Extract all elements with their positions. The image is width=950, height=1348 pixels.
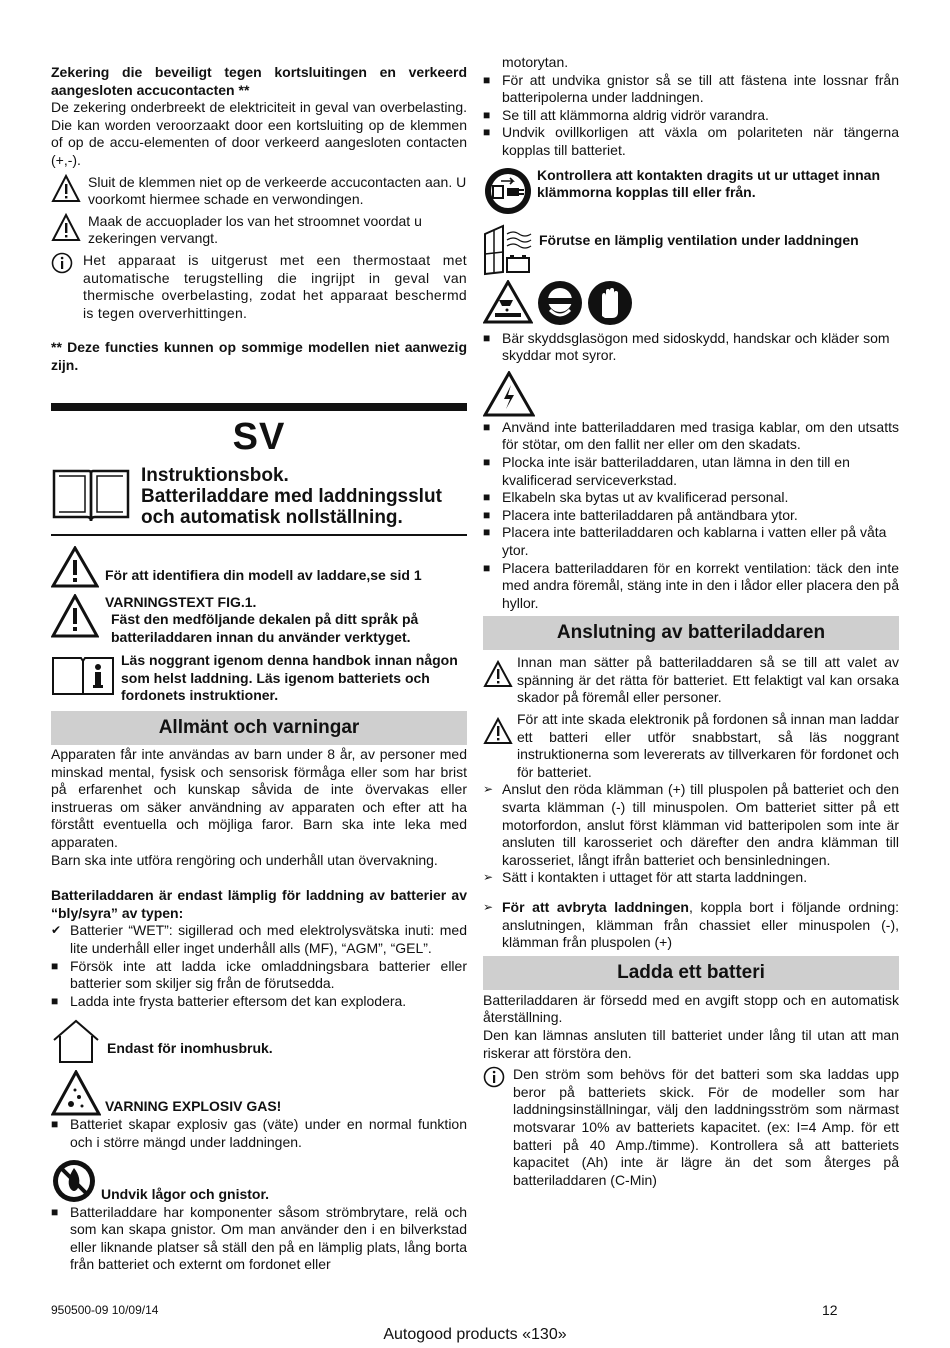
electric-item: ■ Placera inte batteriladdaren och kablarna i vatten eller på våta ytor. xyxy=(483,524,887,558)
indoor-text: Endast för inomhusbruk. xyxy=(107,1040,273,1057)
warning-label-title: VARNINGSTEXT FIG.1. xyxy=(105,593,257,610)
title-underline xyxy=(51,534,467,536)
ventilation-icon xyxy=(483,224,535,276)
battery-type-item: ✔ Batterier “WET”: sigillerad och med elektrolysvätska inuti: med lite underhåll eller inget underhåll alls (MF), “AGM”, “GEL”. xyxy=(51,922,467,956)
warning-label-row xyxy=(51,594,467,647)
warning-label-text: Fäst den medföljande dekalen på ditt språk på batteriladdaren innan du använder verktyget. xyxy=(111,611,419,645)
continued-text: motorytan. xyxy=(502,54,569,70)
warning-row-2 xyxy=(51,213,467,248)
identify-text: För att identifiera din modell av laddare,se sid 1 xyxy=(105,566,422,583)
models-note: ** Deze functies kunnen op sommige modellen niet aanwezig zijn. xyxy=(51,339,467,373)
bullet-icon: ■ xyxy=(483,560,491,575)
general-paragraph-1: Apparaten får inte användas av barn under 8 år, av personer med minskad mental, fysisk och sensorisk förmåga eller som har brist på erfarenhet och kunskap såvida de inte övervakas eller instrueras om säker användning av apparaten och efter att ha förstått eventuella och möjliga faror. Barn ska inte leka med apparaten. xyxy=(51,746,467,851)
electric-item: ■ Elkabeln ska bytas ut av kvalificerad personal. xyxy=(483,489,789,506)
info-icon xyxy=(483,1066,505,1088)
warning-icon xyxy=(483,654,513,688)
warning-icon xyxy=(51,546,99,588)
bullet-icon: ■ xyxy=(483,507,491,522)
spark-item: ■ Se till att klämmorna aldrig vidrör varandra. xyxy=(483,106,769,123)
charge-info-row xyxy=(483,1066,899,1189)
manual-title-3: och automatisk nollställning. xyxy=(141,506,403,528)
bullet-icon: ■ xyxy=(51,1117,59,1132)
battery-type-item: ■ Ladda inte frysta batterier eftersom det kan explodera. xyxy=(51,992,407,1009)
warning-row-1 xyxy=(51,174,467,209)
electric-item: ■ Placera batteriladdaren för en korrekt ventilation: täck den inte med andra föremål, stäng inte in den i lådor eller placera den på hyllor. xyxy=(483,559,899,611)
indoor-row xyxy=(51,1018,467,1064)
bullet-icon: ■ xyxy=(483,490,491,505)
explosive-row xyxy=(51,1070,467,1116)
connect-warning-row-1 xyxy=(483,654,899,707)
connect-step: ➢ Anslut den röda klämman (+) till pluspolen på batteriet och den svarta klämman (-) till minuspolen. Om batteriet sitter på ett motorfordon, anslut först klämman vid batteripolen som inte är ansluten till karosseriet och därefter den andra klämman till karosseriet, långt ifrån batteriet och bensinledningen. xyxy=(483,781,899,868)
gloves-icon xyxy=(587,280,633,326)
flames-item: ■ Batteriladdare har komponenter såsom strömbrytare, relä och som kan skapa gnistor. Om man använder den i en bilverkstad eller liknande platser så ställ den på en lämplig plats, lång borta från batteriet och externt om fordonet eller xyxy=(51,1203,467,1273)
read-manual-icon xyxy=(51,652,115,696)
protection-icons xyxy=(483,280,899,326)
page-number: 12 xyxy=(822,1302,838,1318)
spark-item: ■ För att undvika gnistor så se till att fästena inte lossnar från batteripolerna under laddningen. xyxy=(483,71,899,106)
section-connect-header: Anslutning av batteriladdaren xyxy=(483,616,899,650)
book-icon xyxy=(51,463,131,523)
bullet-icon: ■ xyxy=(483,419,491,434)
arrow-bullet-icon: ➢ xyxy=(483,870,494,885)
warning-text-1: Sluit de klemmen niet op de verkeerde accucontacten aan. U voorkomt hiermee schade en verwondingen. xyxy=(88,173,467,208)
bullet-icon: ■ xyxy=(483,107,491,122)
read-manual-text: Läs noggrant igenom denna handbok innan någon som helst laddning. Läs igenom batteriets och fordonets instruktioner. xyxy=(121,652,458,704)
flames-row xyxy=(51,1158,467,1204)
protect-item: ■ Bär skyddsglasögon med sidoskydd, handskar och kläder som skyddar mot syror. xyxy=(483,329,890,364)
bullet-icon: ■ xyxy=(51,1204,59,1219)
connect-step: ➢ Sätt i kontakten i uttaget för att starta laddningen. xyxy=(483,869,808,886)
ventilation-row xyxy=(483,224,899,276)
fuse-paragraph: De zekering onderbreekt de elektriciteit in geval van overbelasting. Die kan worden veroorzaakt door een kortsluiting op de klemmen of op de accu-elementen of door verkeerd aangesloten contacten (+,-). xyxy=(51,99,467,168)
bullet-icon: ■ xyxy=(483,330,491,345)
warning-text-2: Maak de accuoplader los van het stroomnet voordat u zekeringen vervangt. xyxy=(88,212,422,247)
bullet-icon: ■ xyxy=(483,125,491,140)
stop-bold: För att avbryta laddningen xyxy=(502,899,689,915)
battery-type-item: ■ Försök inte att ladda icke omladdningsbara batterier eller batterier som skiljer sig från de förutsedda. xyxy=(51,957,467,992)
arrow-bullet-icon: ➢ xyxy=(483,900,494,914)
manual-title-2: Batteriladdare med laddningsslut xyxy=(141,485,442,507)
section-general-header: Allmänt och varningar xyxy=(51,711,467,745)
ventilation-text: Förutse en lämplig ventilation under laddningen xyxy=(539,231,859,248)
info-icon xyxy=(51,252,73,274)
flames-title: Undvik lågor och gnistor. xyxy=(101,1185,270,1202)
electric-item: ■ Använd inte batteriladdaren med trasiga kablar, om den utsatts för stötar, om den fallit ner eller om den skadats. xyxy=(483,418,899,453)
no-flames-icon xyxy=(51,1158,97,1204)
electric-item: ■ Placera inte batteriladdaren på antändbara ytor. xyxy=(483,506,798,523)
warning-icon xyxy=(51,174,81,204)
manual-title-block xyxy=(51,463,467,528)
right-column xyxy=(483,52,899,1189)
section-divider xyxy=(51,403,467,411)
explosive-title: VARNING EXPLOSIV GAS! xyxy=(105,1098,282,1115)
warning-icon xyxy=(51,594,99,638)
manual-title-1: Instruktionsbok. xyxy=(141,464,289,486)
warning-icon xyxy=(51,213,81,243)
spark-item: ■ Undvik ovillkorligen att växla om polariteten när tängerna kopplas till batteriet. xyxy=(483,124,899,158)
arrow-bullet-icon: ➢ xyxy=(483,782,494,797)
electric-warning-icon xyxy=(483,371,899,417)
suitable-heading: Batteriladdaren är endast lämplig för laddning av batterier av “bly/syra” av typen: xyxy=(51,887,467,921)
connect-warning-row-2 xyxy=(483,711,899,781)
bullet-icon: ■ xyxy=(51,993,59,1008)
explosive-item: ■ Batteriet skapar explosiv gas (väte) under en normal funktion och i större mängd under laddningen. xyxy=(51,1116,467,1150)
house-icon xyxy=(51,1018,101,1064)
bullet-icon: ■ xyxy=(483,454,491,469)
general-paragraph-2: Barn ska inte utföra rengöring och underhåll utan övervakning. xyxy=(51,851,438,868)
electric-item: ■ Plocka inte isär batteriladdaren, utan lämna in den till en kvalificerad serviceverkstad. xyxy=(483,453,850,488)
section-charge-header: Ladda ett batteri xyxy=(483,956,899,990)
stop-step xyxy=(483,899,899,952)
identify-row xyxy=(51,546,467,588)
language-code: SV xyxy=(232,415,286,458)
document-code: 950500-09 10/09/14 xyxy=(51,1303,159,1317)
bullet-icon: ■ xyxy=(483,72,491,87)
connect-warning-text-2: För att inte skada elektronik på fordonen så innan man laddar ett batteri eller utför snabbstart, så läs noggrant instruktionerna som levererats av tillverkaren för fordonet och för batteriet. xyxy=(517,711,899,780)
charge-info-text: Den ström som behövs för det batteri som ska laddas upp beror på batteriets skick. För de modeller som har laddningsinställningar, välj den laddningsström som närmast motsvarar 10% av batteriets kapacitet. (ex: I=4 Amp. för ett batteri på 40 Amp./timme). Kontrollera så att batteriets kapacitet (Ah) inte är lägre än det som återges på batteriladdaren (C-Min) xyxy=(513,1066,899,1188)
info-text: Het apparaat is uitgerust met een thermostaat met automatische terugstelling die ingrijpt in geval van thermische overbelasting, zodat het apparaat beschermd is tegen oververhittingen. xyxy=(83,251,467,321)
unplug-text: Kontrollera att kontakten dragits ut ur uttaget innan klämmorna kopplas till eller från. xyxy=(537,166,881,201)
left-column xyxy=(51,52,467,1274)
info-row xyxy=(51,252,467,322)
unplug-icon xyxy=(483,166,533,216)
stop-rest: , koppla bort i följande ordning: anslutningen, klämman från chassiet eller minuspolen (-), klämman från pluspolen (+) xyxy=(502,899,899,951)
brand-footer: Autogood products «130» xyxy=(383,1326,567,1343)
safety-glasses-icon xyxy=(537,280,583,326)
bullet-icon: ■ xyxy=(483,525,491,540)
warning-icon xyxy=(483,711,513,745)
read-manual-row xyxy=(51,652,467,705)
explosive-gas-icon xyxy=(51,1070,101,1116)
charge-paragraph-2: Den kan lämnas ansluten till batteriet under lång til utan att man riskerar att förstöra den. xyxy=(483,1026,899,1061)
unplug-row xyxy=(483,166,899,216)
fuse-heading: Zekering die beveiligt tegen kortsluitingen en verkeerd aangesloten accucontacten ** xyxy=(51,64,467,98)
charge-paragraph-1: Batteriladdaren är försedd med en avgift stopp och en automatisk återställning. xyxy=(483,991,899,1026)
acid-warning-icon xyxy=(483,280,533,324)
bullet-icon: ■ xyxy=(51,958,59,973)
connect-warning-text-1: Innan man sätter på batteriladdaren så se till att valet av spänning är det rätta för batteriet. Ett felaktigt val kan orsaka skador på föremål eller personer. xyxy=(517,654,899,706)
check-icon: ✔ xyxy=(51,923,62,938)
